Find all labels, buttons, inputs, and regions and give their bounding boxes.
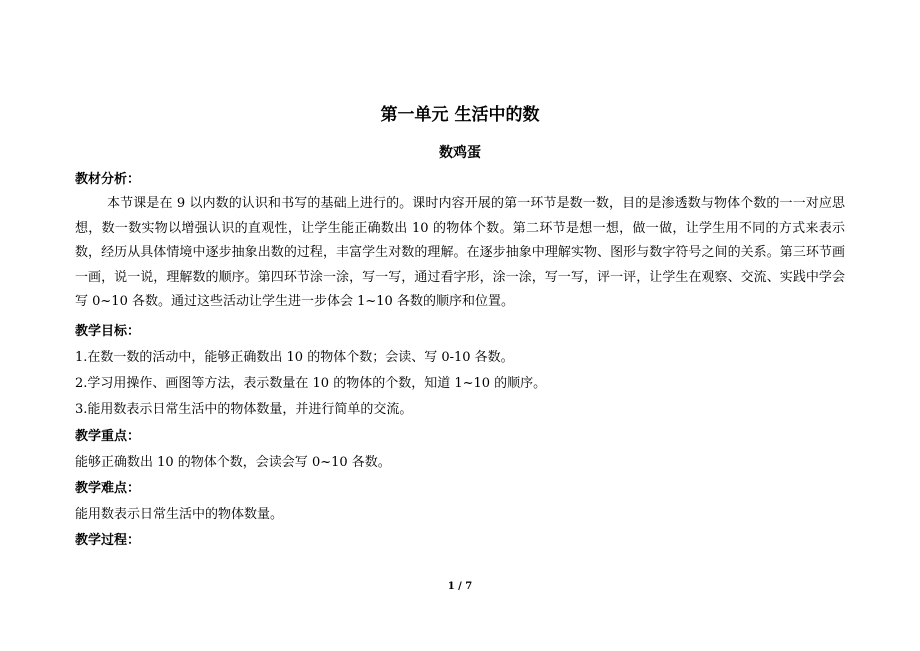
analysis-paragraph: 本节课是在 9 以内数的认识和书写的基础上进行的。课时内容开展的第一环节是数一数，目的是渗透数与物体个数的一一对应思想，数一数实物以增强认识的直观性，让学生能正确数出 10 的物体个数。第二环节是想一想，做一做，让学生用不同的方式来表示数，经历从具体情境中逐步抽象出数的过程，丰富学生对数的理解。在逐步抽象中理解实物、图形与数字符号之间的关系。第三环节画一画，说一说，理解数的顺序。第四环节涂一涂，写一写，通过看字形，涂一涂，写一写，评一评，让学生在观察、交流、实践中学会写 0~10 各数。通过这些活动让学生进一步体会 1~10 各数的顺序和位置。 — [75, 196, 845, 309]
key-points-text: 能够正确数出 10 的物体个数，会读会写 0~10 各数。 — [75, 455, 391, 470]
document-subtitle: 数鸡蛋 — [439, 145, 481, 161]
process-heading: 教学过程： — [75, 533, 141, 548]
difficulty-heading: 教学难点： — [75, 481, 141, 496]
goal-item-2: 2.学习用操作、画图等方法，表示数量在 10 的物体的个数，知道 1~10 的顺序。 — [75, 376, 547, 391]
goals-heading: 教学目标： — [75, 324, 141, 339]
document-title: 第一单元 生活中的数 — [380, 105, 540, 125]
goal-item-1: 1.在数一数的活动中，能够正确数出 10 的物体个数；会读、写 0-10 各数。 — [75, 350, 514, 365]
goal-item-3: 3.能用数表示日常生活中的物体数量，并进行简单的交流。 — [75, 402, 413, 417]
key-points-heading: 教学重点： — [75, 429, 141, 444]
page-number: 1 / 7 — [447, 581, 473, 592]
difficulty-text: 能用数表示日常生活中的物体数量。 — [75, 507, 284, 522]
analysis-heading: 教材分析： — [75, 172, 141, 187]
